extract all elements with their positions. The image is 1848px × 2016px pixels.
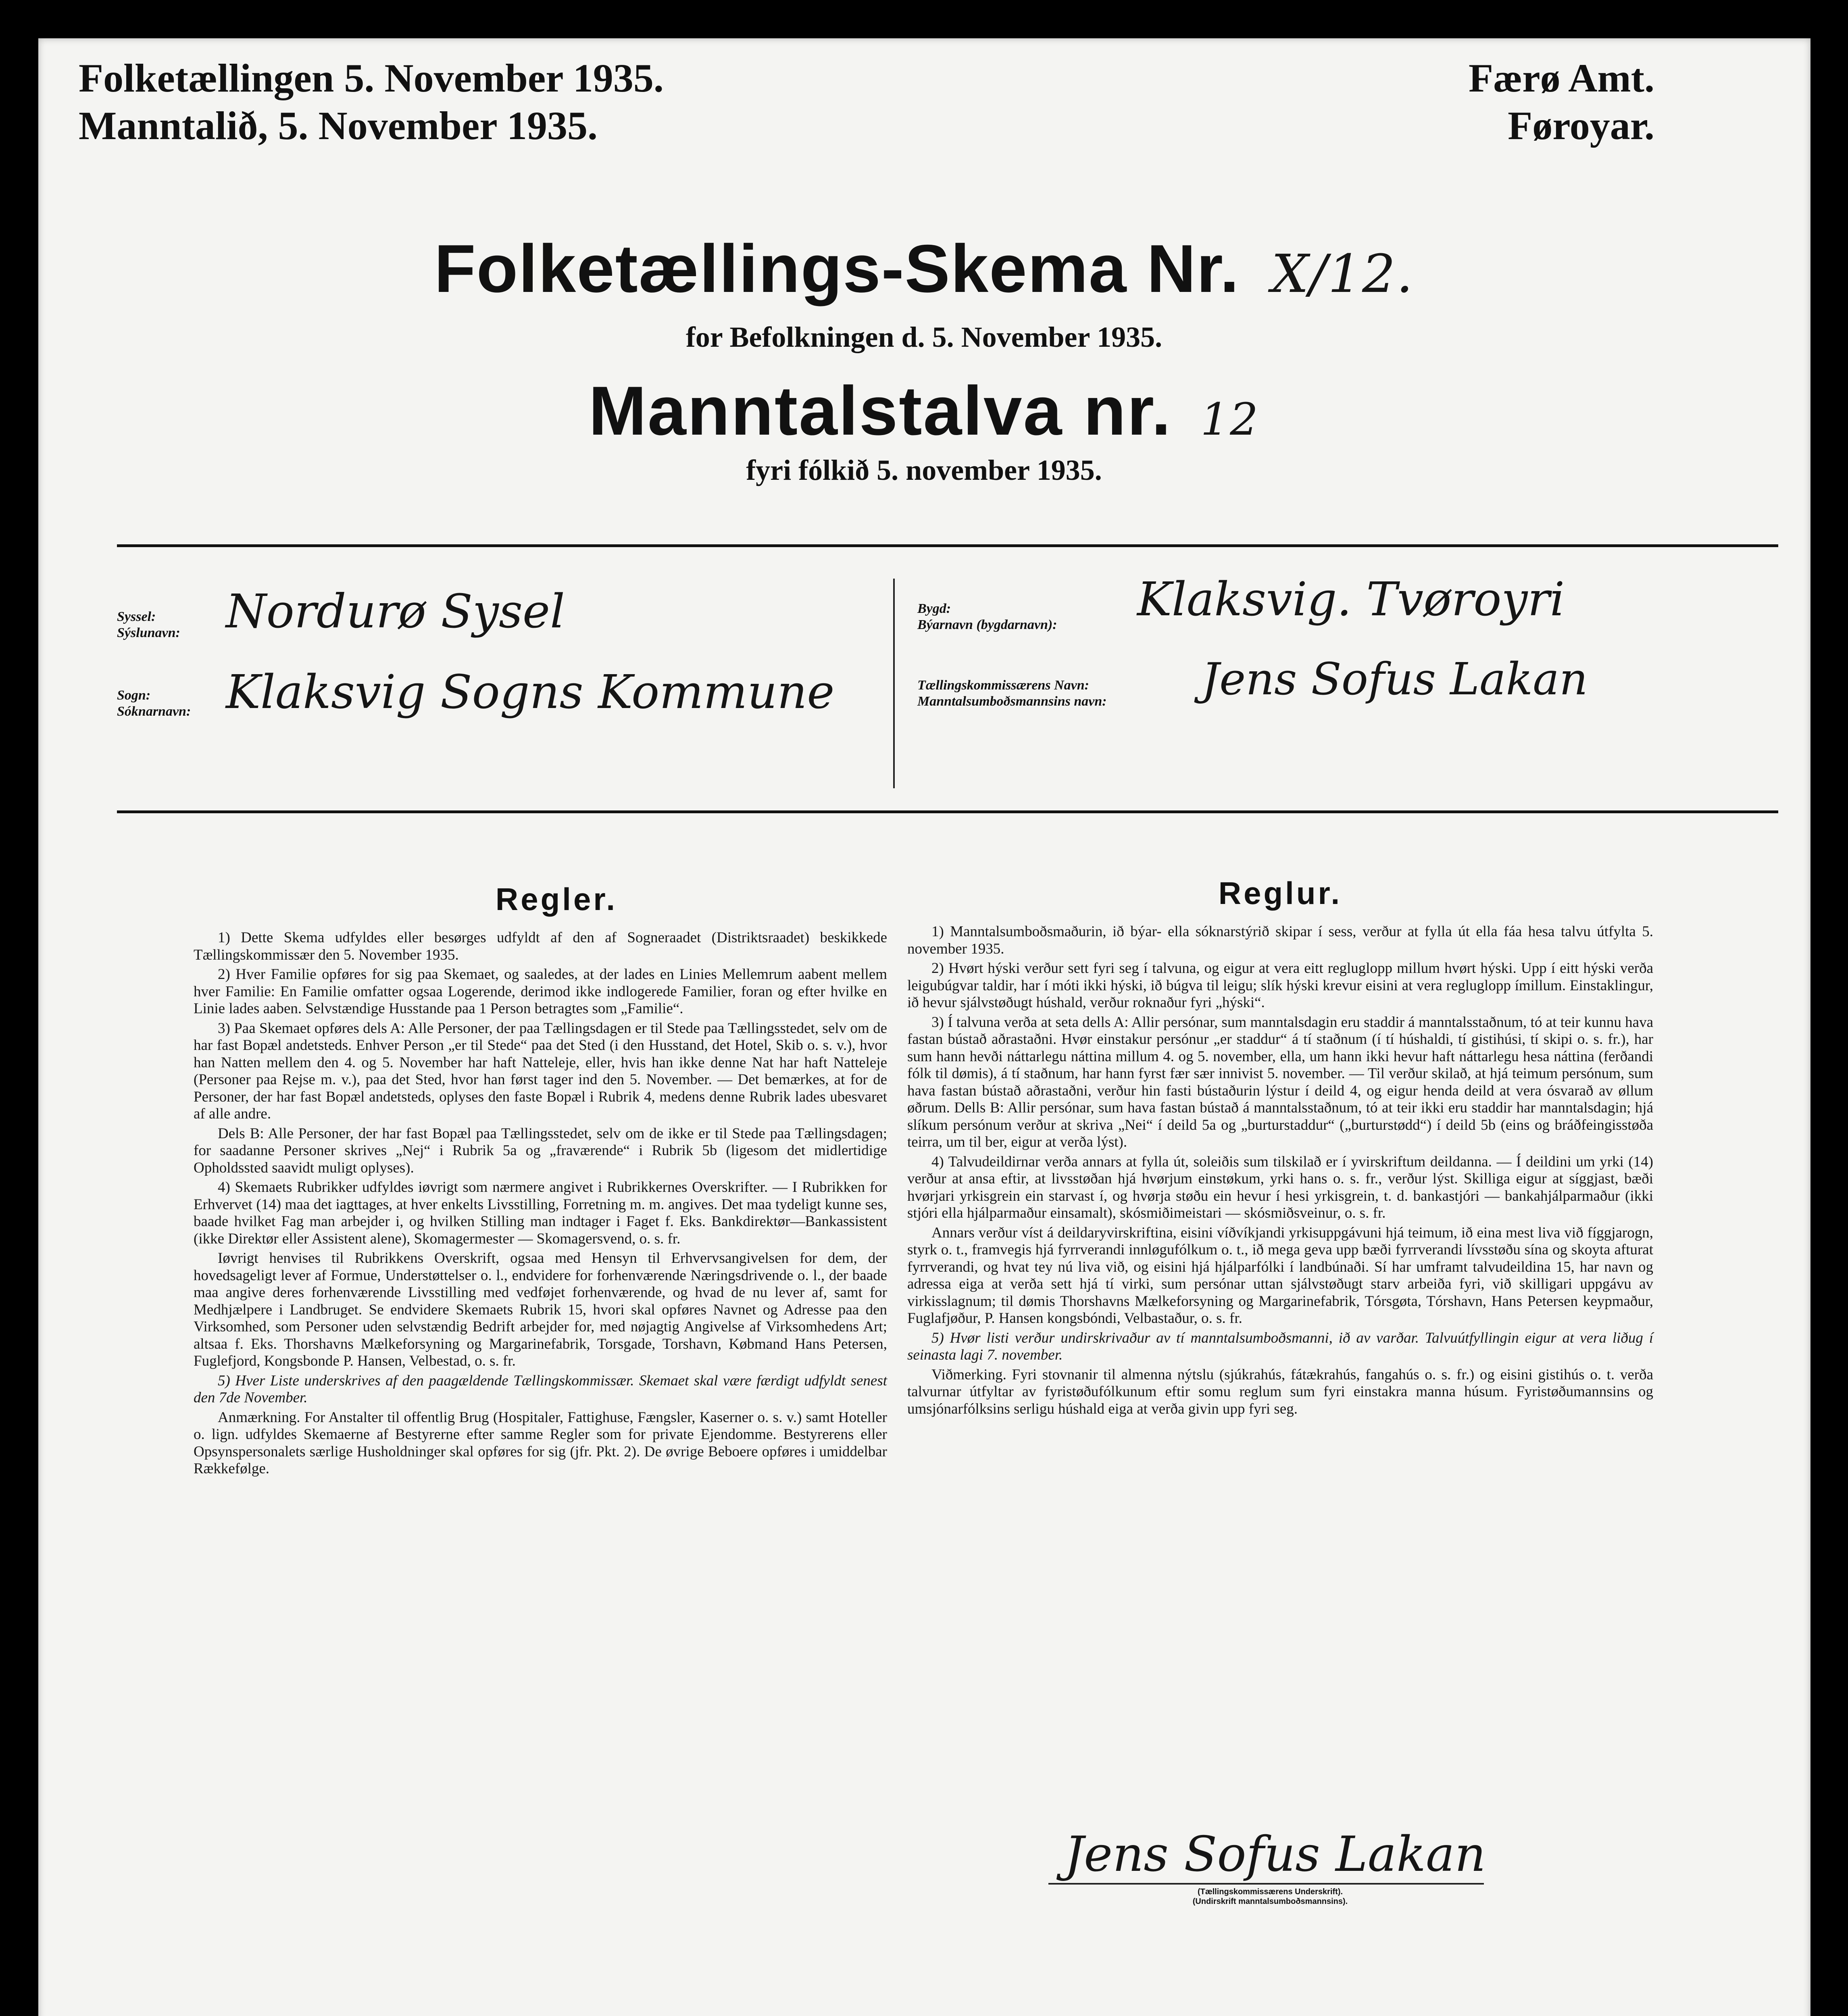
syssel-label [117, 609, 180, 641]
sogn-value: Klaksvig Sogns Kommune [226, 665, 835, 719]
kommissaer-value: Jens Sofus Lakan [1202, 653, 1588, 705]
bygd-label [917, 601, 1057, 633]
reglur-column [907, 923, 1653, 1420]
signature-caption-danish: (Tællingskommissærens Underskrift). [1197, 1887, 1343, 1896]
regler-anmaerkning: Anmærkning. For Anstalter til offentlig Brug (Hospitaler, Fattighuse, Fængsler, Kaserner o. s. v.) samt Hoteller o. lign. udfyldes Skemaerne af Bestyrerne efter samme Regler som for private Ejendomme. Bestyrerens eller Opsynspersonalets særlige Husholdninger skal opføres for sig (jfr. Pkt. 2). De øvrige Beboere opføres i umiddelbar Rækkefølge. [194, 1409, 887, 1477]
kommissaer-label-faroese: Manntalsumboðsmannsins navn: [917, 694, 1107, 709]
regler-p1: 1) Dette Skema udfyldes eller besørges udfyldt af den af Sogneraadet (Distriktsraadet) beskikkede Tællingskommissær den 5. November 1935. [194, 929, 887, 963]
kommissaer-label [917, 677, 1107, 710]
form-title-faroese [0, 371, 1848, 451]
reglur-p4b: Annars verður víst á deildaryvirskriftina, eisini víðvíkjandi yrkisuppgávuni hjá teimum, ið eina mest liva við fíggjarogn, styrk o. t., framvegis hjá fyrrverandi innløgufólkum o. t., ið mega geva upp bæði fyrrverandi lívsstøðu sína og skoyta afturat fyrrverandi, og hvat tey nú liva við, og eisini hjá hjálparfólki í landbúnaði. Sí har umframt talvudeildina 15, har navn og adressa eiga at verða sett hjá tí virki, sum persónar uttan sjálvstøðugt starv arbeiða fyri, við skilligari uppgávu av virkisslagnum; til dømis Thorshavns Mælkeforsyning og Margarinefabrik, Tórsgøta, Tórshavn, Hans Petersen keypmaður, Fuglafjøður, P. Hansen kongsbóndi, Velbastaður, o. s. fr. [907, 1224, 1653, 1327]
form-title-faroese-text: Manntalstalva nr. [588, 372, 1172, 450]
signature-caption [1069, 1887, 1472, 1906]
fields-top-rule [117, 544, 1778, 547]
header-right [1469, 54, 1654, 150]
bygd-label-danish: Bygd: [917, 601, 951, 616]
header-census-danish: Folketællingen 5. November 1935. [79, 56, 664, 100]
bygd-label-faroese: Býarnavn (bygdarnavn): [917, 617, 1057, 632]
sogn-label [117, 687, 191, 720]
signature-caption-faroese: (Undirskrift manntalsumboðsmannsins). [1192, 1897, 1348, 1906]
regler-p3: 3) Paa Skemaet opføres dels A: Alle Personer, der paa Tællingsdagen er til Stede paa Tællingsstedet, selv om de har fast Bopæl andetsteds. Enhver Person „er til Stede“ paa det Sted (i den Husstand, det Hotel, Skib o. s. v.), hvor han Natten mellem den 4. og 5. November har haft Natteleje, eller, hvis han ikke denne Nat har haft Natteleje (Personer paa Rejse m. v.), paa det Sted, hvor han først tager ind den 5. November. — Det bemærkes, at for de Personer, der har fast Bopæl andetsteds, oplyses den faste Bopæl i Rubrik 4, medens denne Rubrik lades ubesvaret af alle andre. [194, 1020, 887, 1122]
form-number-faroese-handwritten: 12 [1200, 394, 1260, 445]
kommissaer-label-danish: Tællingskommissærens Navn: [917, 678, 1089, 693]
form-title [0, 230, 1848, 308]
regler-p3b: Dels B: Alle Personer, der har fast Bopæl paa Tællingsstedet, selv om de ikke er til Stede paa Tællingsdagen; for saadanne Personer skrives „Nej“ i Rubrik 5a og „fraværende“ i Rubrik 5b (ligesom det midlertidige Opholdssted saavidt muligt oplyses). [194, 1125, 887, 1176]
fields-divider [893, 579, 895, 788]
form-number-handwritten: X/12. [1271, 243, 1414, 304]
reglur-p4: 4) Talvudeildirnar verða annars at fylla út, soleiðis sum tilskilað er í yvirskriftum deildanna. — Í deildini um yrki (14) verður at ansa eftir, at livsstøðan hjá hvørjum einstøkum, yrki hans o. s. fr., verður lýst. Skilliga eigur at síggjast, bæði hvørjari yrkisgrein ein starvast í, og hvørja støðu ein hevur í hesi yrkisgrein, t. d. bankastjóri — bankahjálparmaður (ikki stjóri ella hjálparmaður einsamalt), skósmiðimeistari — skósmiðsveinur, o. s. fr. [907, 1153, 1653, 1221]
form-subtitle: for Befolkningen d. 5. November 1935. [685, 321, 1163, 353]
form-title-text: Folketællings-Skema Nr. [434, 231, 1240, 306]
reglur-vidmerking: Viðmerking. Fyri stovnanir til almenna nýtslu (sjúkrahús, fátækrahús, fangahús o. s. fr.) og eisini gistihús o. t. verða talvurnar útfyltar av fyristøðufólkunum eftir somu reglum sum fyri einstakra manna húsum. Fyristøðumannsins og umsjónarfólksins serligu húshald eiga at verða givin upp fyri seg. [907, 1366, 1653, 1417]
syssel-label-danish: Syssel: [117, 609, 156, 624]
syssel-value: Nordurø Sysel [226, 585, 565, 639]
reglur-p2: 2) Hvørt hýski verður sett fyri seg í talvuna, og eigur at vera eitt regluglopp millum hvørt hýski. Upp í eitt hýski verða leigubúgvar taldir, har í móti ikki hýski, ið búgva til leigu; slík hýski krevur eisini at vera regluglopp ímillum. Einstaklingur, ið hevur sjálvstøðugt húshald, verður roknaður fyri „hýski“. [907, 960, 1653, 1011]
reglur-p5: 5) Hvør listi verður undirskrivaður av tí manntalsumboðsmanni, ið av varðar. Talvuútfyllingin eigur at vera liðug í seinasta lagi 7. november. [907, 1329, 1653, 1363]
reglur-p1: 1) Manntalsumboðsmaðurin, ið býar- ella sóknarstýrið skipar í sess, verður at fylla út ella fáa hesa talvu útfylta 5. november 1935. [907, 923, 1653, 957]
sogn-label-faroese: Sóknarnavn: [117, 704, 191, 719]
signature-line [1048, 1883, 1484, 1885]
sogn-label-danish: Sogn: [117, 688, 151, 703]
reglur-p3: 3) Í talvuna verða at seta dells A: Allir persónar, sum manntalsdagin eru staddir á manntalsstaðnum, tó at teir kunnu hava fastan bústað aðrastaðni. Hvør einstakur persónur „er staddur“ á tí staðnum (í tí húshaldi, tí gistihúsi, tí skipi o. s. fr.), har sum hann hevði náttarlegu náttina millum 4. og 5. november, ella, um hann ikki hevur haft náttarlegu hesa náttina (ferðandi fólk til dømis), á tí staðnum, har hann fyrst fær sær innivist 5. november. — Til verður skilað, at hjá teimum persónum, sum hava fastan bústað aðrastaðni, verður hin fasti bústaðurin lýstur í deild 4, og eigur henda deild at vera ósvarað av øllum øðrum. Dells B: Allir persónar, sum hava fastan bústað á manntalsstaðnum, tó at teir ikki eru staddir har manntalsdagin; hjá slíkum persónum verður at skriva „Nei“ í deild 5a og „burturstaddur“ („burturstødd“) í deild 5b (eins og bráðfeingisstøða teirra, um til ber, eigur at verða lýst). [907, 1014, 1653, 1150]
reglur-title: Reglur. [1218, 875, 1342, 911]
header-left [79, 54, 664, 150]
header-census-faroese: Manntalið, 5. November 1935. [79, 103, 598, 148]
regler-p5: 5) Hver Liste underskrives af den paagældende Tællingskommissær. Skemaet skal være færdigt udfyldt senest den 7de November. [194, 1372, 887, 1406]
bygd-value: Klaksvig. Tvøroyri [1137, 573, 1565, 627]
header-amt-faroese: Føroyar. [1508, 103, 1654, 148]
syssel-label-faroese: Sýslunavn: [117, 625, 180, 640]
regler-p4b: Iøvrigt henvises til Rubrikkens Overskrift, ogsaa med Hensyn til Erhvervsangivelsen for dem, der hovedsageligt lever af Formue, Understøttelser o. l., endvidere for forhenværende Næringsdrivende o. l., der baade maa angive deres forhenværende Livsstilling med vedføjet forhenværende, og hvad de nu lever af, samt for Medhjælpere i Landbruget. Se endvidere Skemaets Rubrik 15, hvori skal opføres Navnet og Adresse paa den Virksomhed, som Personer uden selvstændig Bedrift arbejder for, med nøjagtig Angivelse af Virksomhedens Art; altsaa f. Eks. Thorshavns Mælkeforsyning og Margarinefabrik, Torsgade, Torshavn, Købmand Hans Petersen, Fuglefjord, Kongsbonde P. Hansen, Velbestad, o. s. fr. [194, 1250, 887, 1369]
fields-bottom-rule [117, 810, 1778, 813]
form-subtitle-faroese: fyri fólkið 5. november 1935. [746, 454, 1102, 486]
regler-p4: 4) Skemaets Rubrikker udfyldes iøvrigt som nærmere angivet i Rubrikkernes Overskrifter. — I Rubrikken for Erhvervet (14) maa det iagttages, at hver enkelts Livsstilling, Forretning m. m. angives. Det maa tydeligt kunne ses, baade hvilket Fag man arbejder i, og hvilken Stilling man indtager i Faget f. Eks. Bankdirektør—Bankassistent (ikke Direktør eller Assistent alene), Skomagermester — Skomagersvend, o. s. fr. [194, 1179, 887, 1247]
regler-column [194, 929, 887, 1480]
header-amt-danish: Færø Amt. [1469, 56, 1654, 100]
regler-p2: 2) Hver Familie opføres for sig paa Skemaet, og saaledes, at der lades en Linies Mellemrum aabent mellem hver Familie: En Familie omfatter ogsaa Logerende, derimod ikke indlogerede Familier, foran og efter hvilke en Linie lades aaben. Selvstændige Husstande paa 1 Person betragtes som „Familie“. [194, 966, 887, 1017]
signature-handwritten: Jens Sofus Lakan [1065, 1826, 1486, 1883]
regler-title: Regler. [495, 881, 618, 917]
